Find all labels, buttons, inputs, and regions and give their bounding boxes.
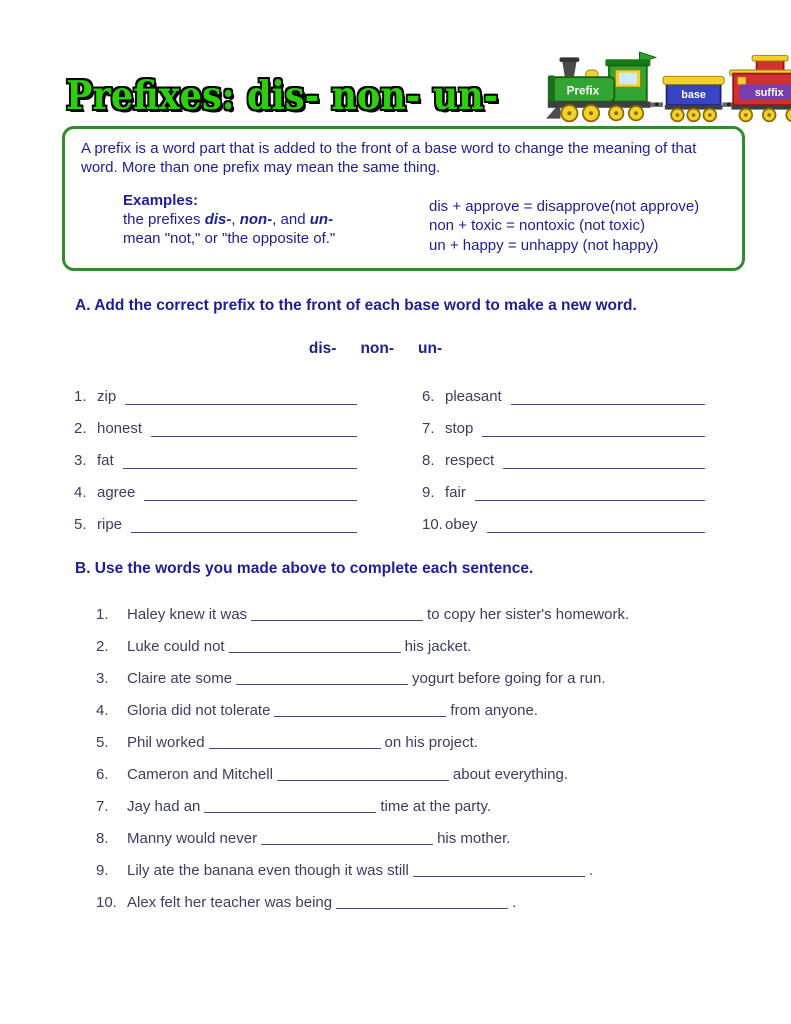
item-number: 5. [74,515,87,533]
prefix-non: non- [239,210,273,228]
answer-blank [125,402,357,405]
header [0,0,791,119]
base-word: agree [97,483,136,501]
answer-blank [251,620,423,621]
sentence-before: Haley knew it was [127,606,248,624]
sentence-item [96,670,751,688]
sentence-before: Jay had an [127,798,201,816]
word-item [74,388,357,406]
examples-sep: , and [272,210,310,228]
sentence-item [96,702,751,720]
answer-blank [209,748,381,749]
answer-blank [204,812,376,813]
sentence-number: 4. [96,702,109,720]
answer-blank [236,684,408,685]
sentence-item [96,638,751,656]
sentence-text [127,734,478,752]
sentence-item [96,894,751,912]
base-word: fat [97,451,114,469]
examples-line [123,210,415,229]
word-item [422,420,705,438]
sentence-before: Manny would never [127,830,258,848]
sentence-text [127,606,629,624]
answer-blank [274,716,446,717]
sentence-before: Lily ate the banana even though it was still [127,862,409,880]
train-illustration [546,50,791,126]
worksheet-title: Prefixes: dis- non- un- [66,73,499,119]
item-number: 4. [74,483,87,501]
word-item [74,420,357,438]
sentence-text [127,638,471,656]
sentence-after: yogurt before going for a run. [412,670,606,688]
answer-blank [131,530,357,533]
sentence-before: Gloria did not tolerate [127,702,271,720]
word-item [422,452,705,470]
item-number: 1. [74,387,87,405]
base-word: honest [97,419,143,437]
sentence-item [96,766,751,784]
sentence-item [96,734,751,752]
sentence-before: Phil worked [127,734,205,752]
base-word: obey [445,515,478,533]
sentence-number: 5. [96,734,109,752]
sentence-text [127,798,491,816]
word-item [422,516,705,534]
item-number: 3. [74,451,87,469]
prefix-un: un- [309,210,334,228]
sentence-number: 6. [96,766,109,784]
caboose-label: suffix [755,87,784,100]
item-number: 9. [422,483,435,501]
answer-blank [144,498,357,501]
sentence-item [96,798,751,816]
sentence-text [127,670,606,688]
sentence-after: . [588,862,594,880]
sentence-number: 7. [96,798,109,816]
examples-left [123,191,415,256]
answer-blank [503,466,705,469]
answer-blank [336,908,508,909]
train-engine [546,52,656,121]
definition-box [62,126,745,271]
sentence-text [127,702,538,720]
equation-line: non + toxic = nontoxic (not toxic) [429,217,645,234]
answer-blank [229,652,401,653]
prefix-bank [0,340,751,358]
base-word: zip [97,387,117,405]
answer-blank [487,530,705,533]
sentence-before: Alex felt her teacher was being [127,894,333,912]
examples-lead: the prefixes [123,210,205,228]
sentence-before: Cameron and Mitchell [127,766,273,784]
sentence-before: Claire ate some [127,670,233,688]
answer-blank [261,844,433,845]
sentence-item [96,862,751,880]
sentence-item [96,830,751,848]
sentence-list [96,606,751,912]
prefix-option: non- [360,339,395,357]
base-word: stop [445,419,474,437]
answer-blank [482,434,705,437]
section-a-heading: A. Add the correct prefix to the front of each base word to make a new word. [75,297,637,314]
base-word: respect [445,451,495,469]
section-b-heading: B. Use the words you made above to complete each sentence. [75,559,534,577]
word-item [74,516,357,534]
sentence-number: 3. [96,670,109,688]
examples-sep: , [231,210,240,228]
word-item [74,484,357,502]
item-number: 10. [422,515,443,533]
answer-blank [151,434,357,437]
examples-equations [429,191,699,256]
word-list-left [74,388,357,534]
word-item [422,484,705,502]
sentence-text [127,830,510,848]
answer-blank [277,780,449,781]
examples-heading: Examples: [123,191,199,209]
sentence-number: 1. [96,606,109,624]
sentence-after: about everything. [452,766,568,784]
sentence-after: . [512,894,517,912]
sentence-item [96,606,751,624]
definition-text: A prefix is a word part that is added to the front of a base word to change the meaning of that word. More than one prefix may mean the same thing. [81,140,697,176]
sentence-after: on his project. [384,734,478,752]
sentence-text [127,862,593,880]
sentence-after: to copy her sister's homework. [427,606,630,624]
answer-blank [123,466,357,469]
sentence-after: his jacket. [404,638,472,656]
base-word: pleasant [445,387,502,405]
word-item [74,452,357,470]
word-list-right [422,388,705,534]
sentence-after: from anyone. [450,702,538,720]
train-caboose [723,56,791,122]
sentence-number: 10. [96,894,117,912]
sentence-number: 9. [96,862,109,880]
examples-line: mean "not," or "the opposite of." [123,229,336,247]
answer-blank [475,498,705,501]
prefix-dis: dis- [204,210,232,228]
engine-label: Prefix [566,84,600,98]
sentence-before: Luke could not [127,638,225,656]
answer-blank [511,402,705,405]
item-number: 8. [422,451,435,469]
examples-row [81,191,726,256]
item-number: 6. [422,387,435,405]
sentence-number: 2. [96,638,109,656]
prefix-option: un- [418,339,443,357]
sentence-after: time at the party. [380,798,491,816]
sentence-text [127,766,568,784]
base-word: ripe [97,515,123,533]
answer-blank [413,876,585,877]
sentence-after: his mother. [437,830,511,848]
sentence-text [127,894,516,912]
equation-line: un + happy = unhappy (not happy) [429,236,659,254]
equation-line: dis + approve = disapprove(not approve) [429,197,700,215]
train-tender-car [651,76,725,121]
item-number: 7. [422,419,435,437]
item-number: 2. [74,419,87,437]
word-list [74,388,705,534]
tender-label: base [681,88,707,101]
word-item [422,388,705,406]
base-word: fair [445,483,466,501]
prefix-option: dis- [308,339,337,357]
sentence-number: 8. [96,830,109,848]
